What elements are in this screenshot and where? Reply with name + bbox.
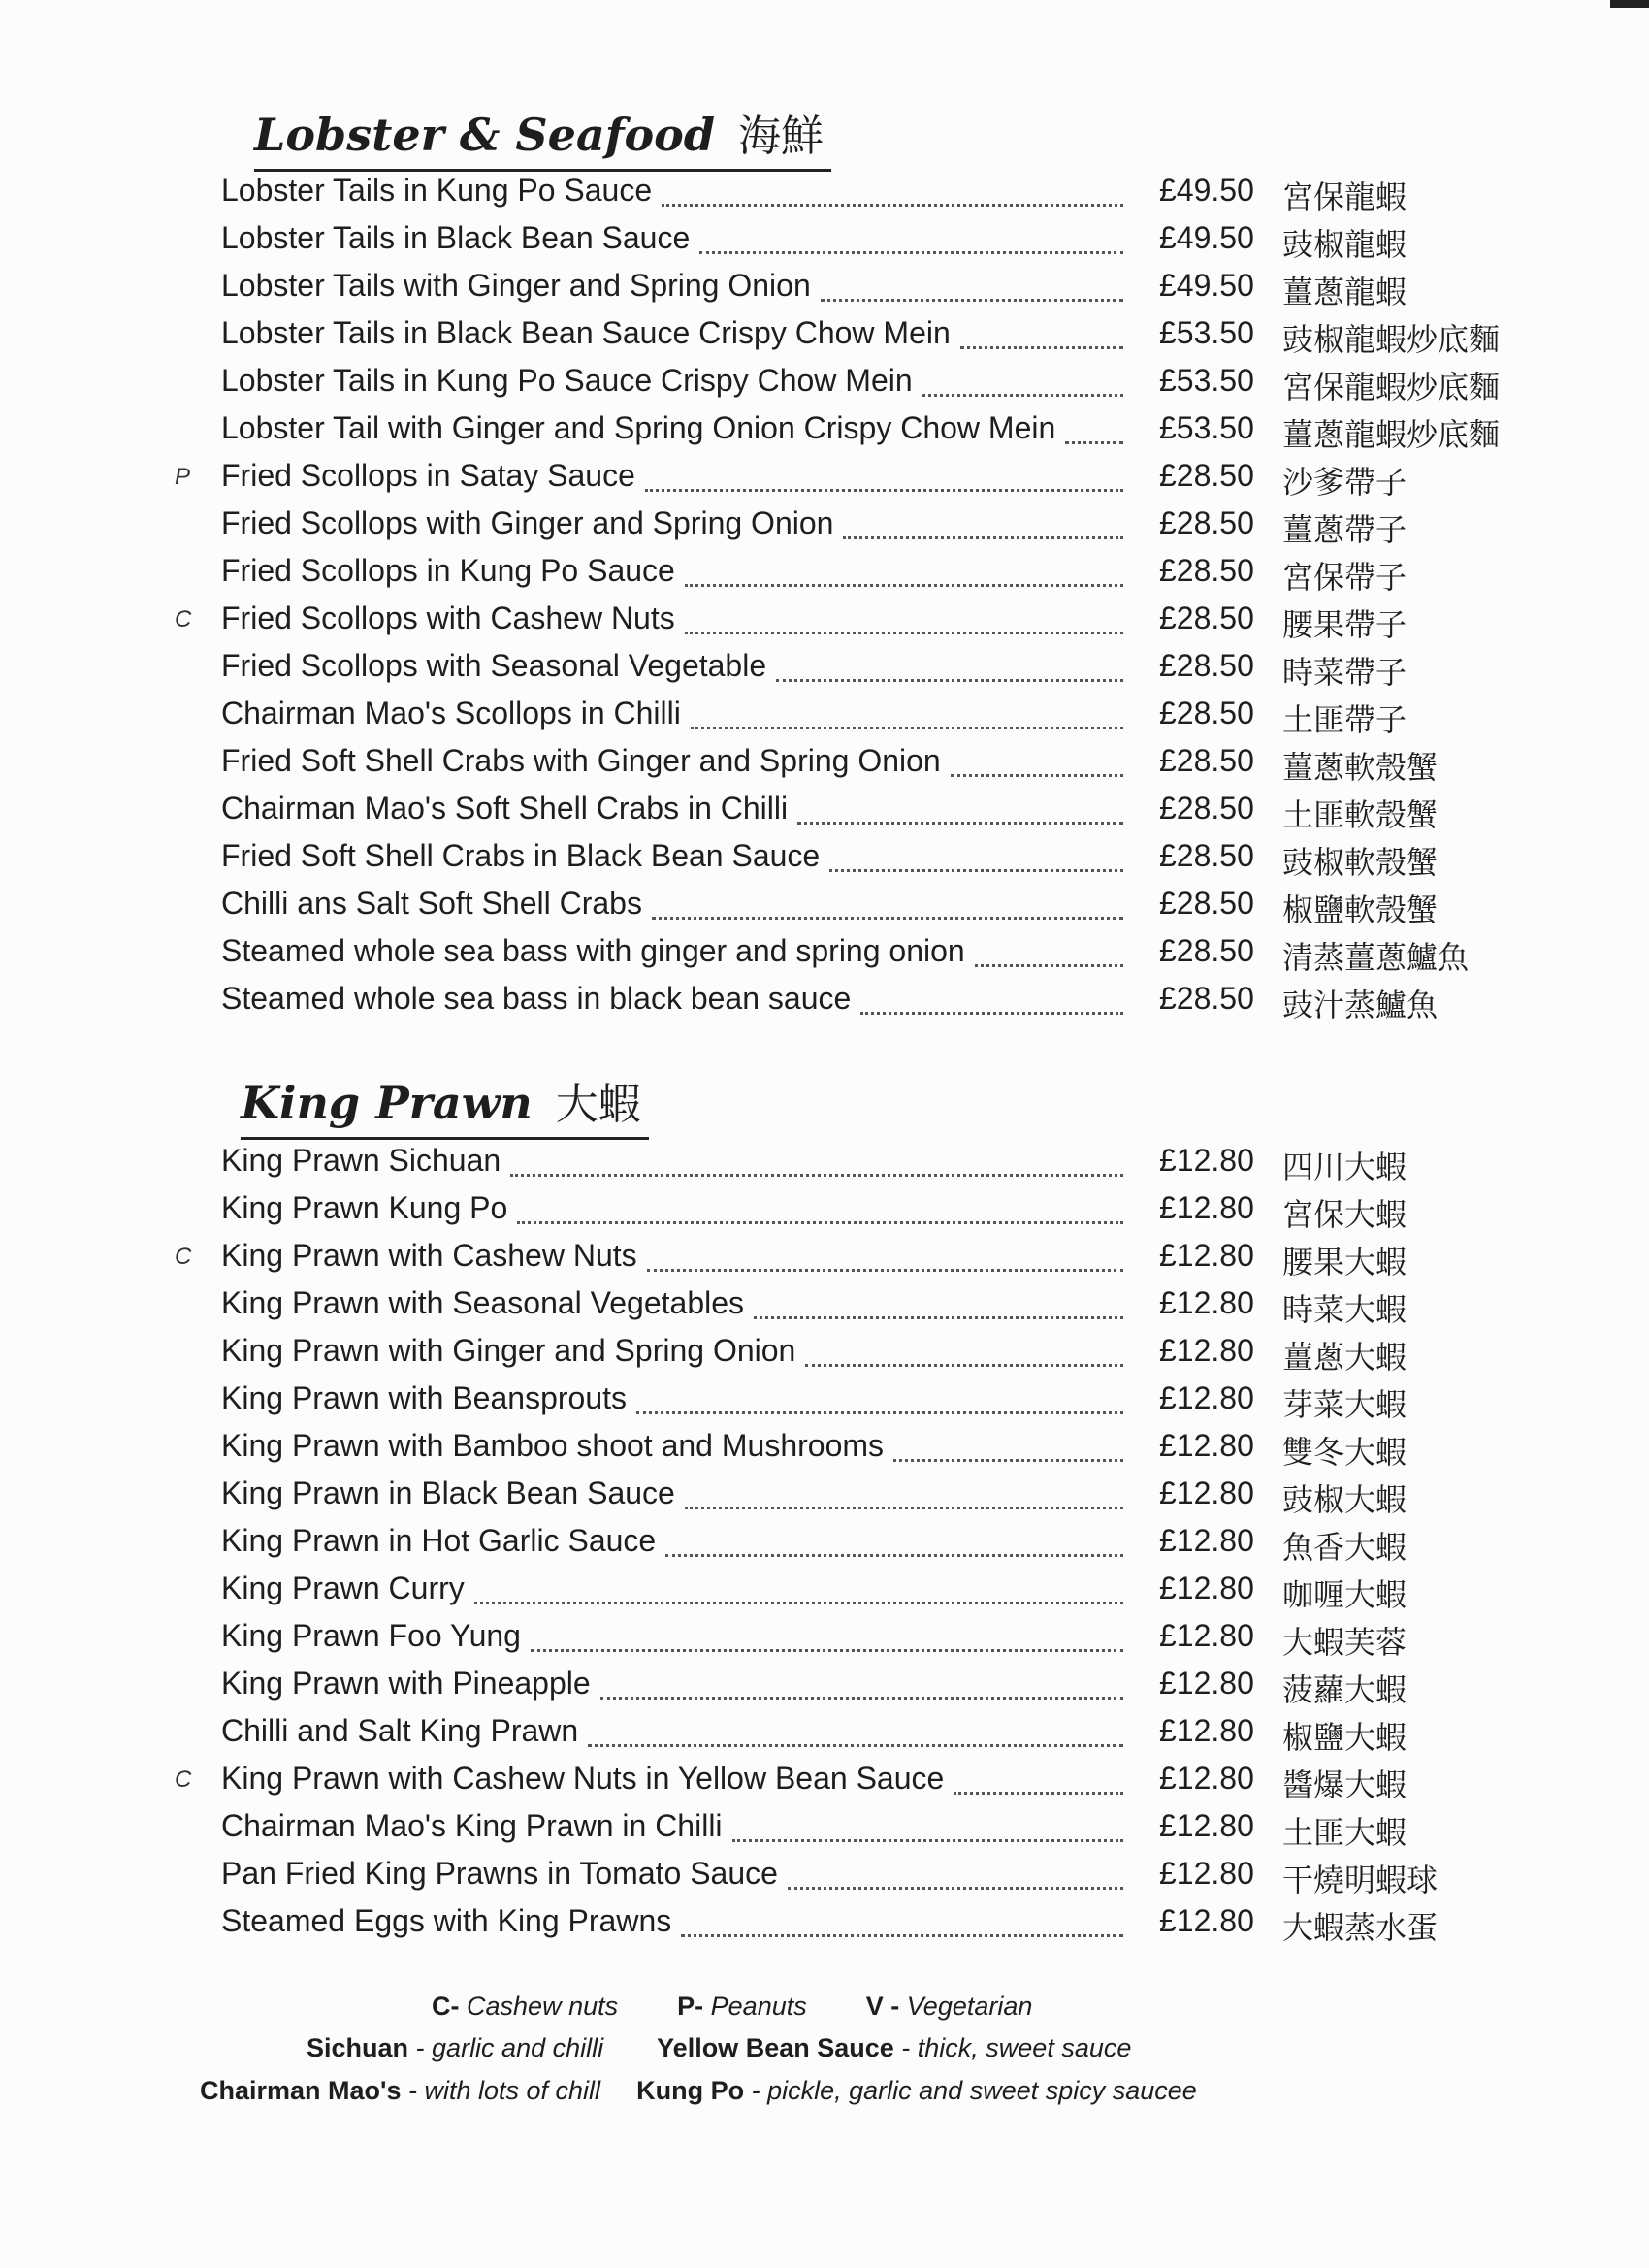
dish-name: King Prawn Curry <box>221 1571 465 1605</box>
dish-name-with-leader <box>221 690 1123 737</box>
legend-kungpo-key: Kung Po <box>636 2076 745 2105</box>
dot-leader <box>588 1715 1123 1747</box>
dish-price: £12.80 <box>1159 1856 1254 1891</box>
dish-price: £28.50 <box>1159 553 1254 588</box>
dish-name-chinese: 時菜大蝦 <box>1282 1291 1407 1328</box>
menu-item-row <box>0 1422 1649 1470</box>
dish-name: King Prawn with Cashew Nuts in Yellow Bean Sauce <box>221 1761 945 1796</box>
dish-name-with-leader <box>221 262 1123 309</box>
dish-price: £12.80 <box>1159 1808 1254 1843</box>
dish-price: £53.50 <box>1159 315 1254 350</box>
legend-line-1 <box>432 1992 1032 2022</box>
legend-sichuan-key: Sichuan <box>307 2033 409 2062</box>
dish-name-chinese: 大蝦蒸水蛋 <box>1282 1909 1439 1946</box>
dot-leader <box>510 1145 1123 1177</box>
dish-name-chinese: 土匪帶子 <box>1282 701 1407 738</box>
dish-price: £12.80 <box>1159 1428 1254 1463</box>
dish-name: Fried Scollops in Kung Po Sauce <box>221 553 675 588</box>
dish-name-with-leader <box>221 405 1123 452</box>
dish-price: £49.50 <box>1159 268 1254 303</box>
dish-name-with-leader <box>221 1850 1123 1897</box>
dot-leader <box>645 460 1123 492</box>
menu-item-row <box>0 1517 1649 1565</box>
dish-name-chinese: 菠蘿大蝦 <box>1282 1671 1407 1708</box>
dish-name-chinese: 時菜帶子 <box>1282 654 1407 691</box>
dish-name-with-leader <box>221 737 1123 785</box>
dish-name: Chairman Mao's Soft Shell Crabs in Chilli <box>221 791 789 826</box>
dish-price: £12.80 <box>1159 1666 1254 1701</box>
dish-name: Chilli and Salt King Prawn <box>221 1713 579 1748</box>
legend-mao-text: - with lots of chill <box>408 2076 601 2105</box>
dish-price: £28.50 <box>1159 743 1254 778</box>
menu-item-row <box>0 1612 1649 1660</box>
dish-name-chinese: 沙爹帶子 <box>1282 464 1407 501</box>
dish-price: £12.80 <box>1159 1285 1254 1320</box>
dish-name-chinese: 豉椒大蝦 <box>1282 1481 1407 1518</box>
dish-name: Fried Scollops with Seasonal Vegetable <box>221 648 767 683</box>
menu-item-row <box>0 832 1649 880</box>
dish-name: Chilli ans Salt Soft Shell Crabs <box>221 886 642 921</box>
dish-name-with-leader <box>221 452 1123 500</box>
dish-name-with-leader <box>221 1327 1123 1375</box>
dish-name: King Prawn Foo Yung <box>221 1618 521 1653</box>
dot-leader <box>960 317 1123 349</box>
dish-price: £12.80 <box>1159 1571 1254 1605</box>
dish-name: Lobster Tails in Kung Po Sauce <box>221 173 653 208</box>
dot-leader <box>829 840 1123 872</box>
seafood-menu-list <box>0 167 1649 1022</box>
dot-leader <box>685 1477 1123 1509</box>
seafood-section-title <box>254 101 831 172</box>
dish-name-chinese: 豉椒龍蝦 <box>1282 226 1407 263</box>
menu-item-row <box>0 357 1649 405</box>
dish-name-chinese: 薑蔥龍蝦 <box>1282 274 1407 310</box>
dish-name-chinese: 土匪軟殼蟹 <box>1282 796 1439 833</box>
dish-name-with-leader <box>221 1897 1123 1945</box>
dot-leader <box>685 602 1123 634</box>
dish-name: Fried Soft Shell Crabs in Black Bean Sauce <box>221 838 821 873</box>
dish-name-chinese: 薑蔥軟殼蟹 <box>1282 749 1439 786</box>
dish-name-chinese: 咖喱大蝦 <box>1282 1576 1407 1613</box>
dish-name-chinese: 腰果大蝦 <box>1282 1244 1407 1280</box>
menu-item-row <box>0 1755 1649 1802</box>
dish-name-chinese: 大蝦芙蓉 <box>1282 1624 1407 1661</box>
dish-price: £53.50 <box>1159 363 1254 398</box>
dish-name: King Prawn with Cashew Nuts <box>221 1238 637 1273</box>
dish-price: £12.80 <box>1159 1143 1254 1178</box>
dish-name-chinese: 椒鹽大蝦 <box>1282 1719 1407 1756</box>
dish-name-with-leader <box>221 309 1123 357</box>
dish-name: Pan Fried King Prawns in Tomato Sauce <box>221 1856 778 1891</box>
menu-item-row <box>0 547 1649 595</box>
dish-price: £28.50 <box>1159 648 1254 683</box>
legend-line-3 <box>200 2076 1197 2106</box>
dish-name-with-leader <box>221 357 1123 405</box>
dish-name: Lobster Tails in Kung Po Sauce Crispy Chow Mein <box>221 363 913 398</box>
dish-name-chinese: 薑蔥大蝦 <box>1282 1339 1407 1376</box>
dish-name-with-leader <box>221 1375 1123 1422</box>
menu-item-row <box>0 1565 1649 1612</box>
dish-name-chinese: 魚香大蝦 <box>1282 1529 1407 1566</box>
dish-name-chinese: 醬爆大蝦 <box>1282 1766 1407 1803</box>
dot-leader <box>805 1335 1123 1367</box>
dish-name: King Prawn with Ginger and Spring Onion <box>221 1333 796 1368</box>
menu-item-row <box>0 452 1649 500</box>
dish-name-with-leader <box>221 547 1123 595</box>
dot-leader <box>951 745 1123 777</box>
allergen-mark: P <box>175 464 191 490</box>
legend-c-text: Cashew nuts <box>467 1992 619 2021</box>
dish-price: £28.50 <box>1159 886 1254 921</box>
dish-name-chinese: 四川大蝦 <box>1282 1149 1407 1185</box>
dot-leader <box>691 697 1123 729</box>
menu-item-row <box>0 500 1649 547</box>
dot-leader <box>788 1858 1123 1890</box>
dish-name: King Prawn Kung Po <box>221 1190 508 1225</box>
legend-v-key: V - <box>865 1992 900 2021</box>
dish-name: Lobster Tails in Black Bean Sauce Crispy Chow Mein <box>221 315 951 350</box>
dish-name: King Prawn with Pineapple <box>221 1666 591 1701</box>
dot-leader <box>517 1192 1123 1224</box>
dish-name: Steamed Eggs with King Prawns <box>221 1903 672 1938</box>
dish-price: £53.50 <box>1159 410 1254 445</box>
legend-line-2 <box>307 2033 1131 2063</box>
menu-item-row <box>0 975 1649 1022</box>
dish-name: King Prawn Sichuan <box>221 1143 501 1178</box>
dish-name-with-leader <box>221 1660 1123 1707</box>
dish-price: £28.50 <box>1159 981 1254 1016</box>
dot-leader <box>843 507 1123 539</box>
menu-item-row <box>0 642 1649 690</box>
dish-name-with-leader <box>221 1422 1123 1470</box>
menu-item-row <box>0 214 1649 262</box>
menu-item-row <box>0 1232 1649 1280</box>
menu-item-row <box>0 690 1649 737</box>
dish-price: £12.80 <box>1159 1333 1254 1368</box>
dish-name-with-leader <box>221 1470 1123 1517</box>
dish-name-chinese: 宮保大蝦 <box>1282 1196 1407 1233</box>
dot-leader <box>665 1525 1123 1557</box>
dish-name-with-leader <box>221 642 1123 690</box>
menu-item-row <box>0 1280 1649 1327</box>
dish-name-with-leader <box>221 975 1123 1022</box>
dish-name: King Prawn with Beansprouts <box>221 1380 627 1415</box>
menu-item-row <box>0 262 1649 309</box>
dish-name: Steamed whole sea bass with ginger and spring onion <box>221 933 965 968</box>
dish-name-with-leader <box>221 1517 1123 1565</box>
menu-item-row <box>0 1850 1649 1897</box>
allergen-mark: C <box>175 606 192 632</box>
legend-sichuan-text: - garlic and chilli <box>415 2033 604 2062</box>
dish-name-with-leader <box>221 1802 1123 1850</box>
dish-name-chinese: 芽菜大蝦 <box>1282 1386 1407 1423</box>
dish-name-chinese: 薑蔥帶子 <box>1282 511 1407 548</box>
dish-name: Steamed whole sea bass in black bean sauce <box>221 981 852 1016</box>
dot-leader <box>685 555 1123 587</box>
menu-item-row <box>0 1327 1649 1375</box>
dish-name-chinese: 宮保龍蝦炒底麵 <box>1282 369 1501 405</box>
dish-name-chinese: 雙冬大蝦 <box>1282 1434 1407 1471</box>
dish-name-with-leader <box>221 500 1123 547</box>
dish-name-chinese: 宮保龍蝦 <box>1282 178 1407 215</box>
legend-yellow-text: - thick, sweet sauce <box>901 2033 1132 2062</box>
menu-item-row <box>0 405 1649 452</box>
dish-name-chinese: 豉椒龍蝦炒底麵 <box>1282 321 1501 358</box>
dot-leader <box>652 888 1123 920</box>
dish-name-with-leader <box>221 785 1123 832</box>
dish-price: £28.50 <box>1159 505 1254 540</box>
dish-price: £28.50 <box>1159 600 1254 635</box>
allergen-mark: C <box>175 1766 192 1793</box>
prawn-section-title <box>241 1069 649 1140</box>
dot-leader <box>893 1430 1123 1462</box>
dish-name-with-leader <box>221 832 1123 880</box>
menu-item-row <box>0 737 1649 785</box>
dish-name-with-leader <box>221 1184 1123 1232</box>
menu-item-row <box>0 1470 1649 1517</box>
dot-leader <box>754 1287 1123 1319</box>
dot-leader <box>860 983 1123 1015</box>
allergen-mark: C <box>175 1244 192 1270</box>
dish-name-with-leader <box>221 595 1123 642</box>
seafood-title: Lobster & Seafood <box>254 109 716 161</box>
menu-item-row <box>0 1660 1649 1707</box>
dot-leader <box>474 1572 1123 1604</box>
legend-p-text: Peanuts <box>710 1992 807 2021</box>
dish-name: Chairman Mao's Scollops in Chilli <box>221 696 681 730</box>
menu-item-row <box>0 309 1649 357</box>
dot-leader <box>699 222 1123 254</box>
dot-leader <box>647 1240 1123 1272</box>
dish-price: £12.80 <box>1159 1713 1254 1748</box>
dot-leader <box>797 793 1123 825</box>
dish-name: Fried Scollops with Cashew Nuts <box>221 600 675 635</box>
menu-item-row <box>0 1707 1649 1755</box>
dish-name: King Prawn with Seasonal Vegetables <box>221 1285 745 1320</box>
dot-leader <box>636 1382 1123 1414</box>
dish-name-with-leader <box>221 1280 1123 1327</box>
dish-name: Fried Soft Shell Crabs with Ginger and Spring Onion <box>221 743 941 778</box>
dot-leader <box>600 1668 1123 1700</box>
menu-item-row <box>0 167 1649 214</box>
dish-name-with-leader <box>221 1565 1123 1612</box>
prawn-title-cn: 大蝦 <box>555 1080 641 1129</box>
menu-item-row <box>0 927 1649 975</box>
legend-v-text: Vegetarian <box>906 1992 1033 2021</box>
dish-name-with-leader <box>221 167 1123 214</box>
dish-price: £12.80 <box>1159 1380 1254 1415</box>
menu-item-row <box>0 1137 1649 1184</box>
dish-price: £12.80 <box>1159 1618 1254 1653</box>
menu-item-row <box>0 1184 1649 1232</box>
legend-p-key: P- <box>677 1992 704 2021</box>
dish-name: Fried Scollops in Satay Sauce <box>221 458 635 493</box>
dish-name-with-leader <box>221 1755 1123 1802</box>
dish-price: £12.80 <box>1159 1238 1254 1273</box>
dish-name: Fried Scollops with Ginger and Spring Onion <box>221 505 834 540</box>
dish-price: £28.50 <box>1159 838 1254 873</box>
dish-price: £12.80 <box>1159 1523 1254 1558</box>
dot-leader <box>821 270 1123 302</box>
menu-item-row <box>0 595 1649 642</box>
menu-item-row <box>0 1375 1649 1422</box>
dish-name-chinese: 豉椒軟殼蟹 <box>1282 844 1439 881</box>
dot-leader <box>1065 412 1123 444</box>
seafood-title-cn: 海鮮 <box>738 112 824 161</box>
dish-name-with-leader <box>221 1612 1123 1660</box>
dish-name-with-leader <box>221 880 1123 927</box>
dish-name-chinese: 豉汁蒸鱸魚 <box>1282 987 1439 1023</box>
dish-name-with-leader <box>221 1707 1123 1755</box>
menu-item-row <box>0 1897 1649 1945</box>
dot-leader <box>531 1620 1123 1652</box>
legend-c-key: C- <box>432 1992 460 2021</box>
prawn-menu-list <box>0 1137 1649 1945</box>
menu-item-row <box>0 1802 1649 1850</box>
menu-item-row <box>0 785 1649 832</box>
dish-price: £28.50 <box>1159 933 1254 968</box>
dish-price: £12.80 <box>1159 1190 1254 1225</box>
dish-name-with-leader <box>221 927 1123 975</box>
prawn-title: King Prawn <box>241 1077 533 1129</box>
dish-name: King Prawn in Hot Garlic Sauce <box>221 1523 657 1558</box>
dot-leader <box>922 365 1123 397</box>
menu-item-row <box>0 880 1649 927</box>
dish-price: £28.50 <box>1159 696 1254 730</box>
dish-price: £12.80 <box>1159 1761 1254 1796</box>
dish-price: £49.50 <box>1159 220 1254 255</box>
dish-name-chinese: 薑蔥龍蝦炒底麵 <box>1282 416 1501 453</box>
dot-leader <box>662 175 1123 207</box>
legend-yellow-key: Yellow Bean Sauce <box>657 2033 894 2062</box>
dot-leader <box>975 935 1123 967</box>
dish-name: Chairman Mao's King Prawn in Chilli <box>221 1808 723 1843</box>
dish-name: Lobster Tail with Ginger and Spring Onion Crispy Chow Mein <box>221 410 1056 445</box>
dish-name-with-leader <box>221 214 1123 262</box>
dish-price: £12.80 <box>1159 1475 1254 1510</box>
dish-name: Lobster Tails with Ginger and Spring Onion <box>221 268 811 303</box>
dot-leader <box>681 1905 1123 1937</box>
dot-leader <box>732 1810 1123 1842</box>
dish-price: £49.50 <box>1159 173 1254 208</box>
dish-name-chinese: 椒鹽軟殼蟹 <box>1282 891 1439 928</box>
dish-price: £12.80 <box>1159 1903 1254 1938</box>
dish-name: Lobster Tails in Black Bean Sauce <box>221 220 691 255</box>
legend-mao-key: Chairman Mao's <box>200 2076 402 2105</box>
dot-leader <box>954 1763 1123 1795</box>
dish-price: £28.50 <box>1159 458 1254 493</box>
dish-name-chinese: 土匪大蝦 <box>1282 1814 1407 1851</box>
dish-name-chinese: 腰果帶子 <box>1282 606 1407 643</box>
dish-name-chinese: 清蒸薑蔥鱸魚 <box>1282 939 1470 976</box>
dish-name-chinese: 干燒明蝦球 <box>1282 1862 1439 1898</box>
dish-name-chinese: 宮保帶子 <box>1282 559 1407 596</box>
dish-price: £28.50 <box>1159 791 1254 826</box>
dish-name: King Prawn with Bamboo shoot and Mushrooms <box>221 1428 885 1463</box>
dish-name: King Prawn in Black Bean Sauce <box>221 1475 675 1510</box>
legend-kungpo-text: - pickle, garlic and sweet spicy saucee <box>751 2076 1197 2105</box>
dish-name-with-leader <box>221 1232 1123 1280</box>
dish-name-with-leader <box>221 1137 1123 1184</box>
dot-leader <box>776 650 1123 682</box>
